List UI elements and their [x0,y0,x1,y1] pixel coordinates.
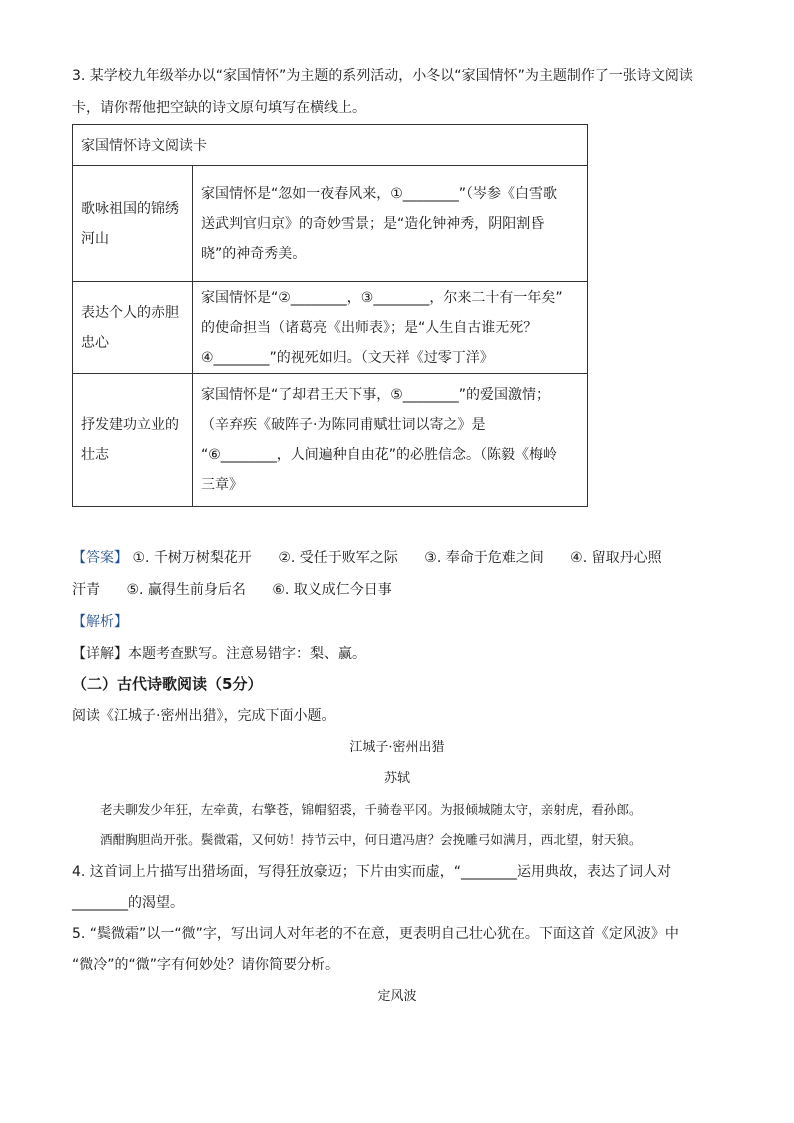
answer-item: ⑥. 取义成仁今日事 [272,582,392,598]
next-poem-title: 定风波 [377,989,417,1004]
analysis-detail: 【详解】本题考查默写。注意易错字：梨、赢。 [72,646,366,662]
poem-line-2: 酒酣胸胆尚开张。鬓微霜，又何妨！持节云中，何日遣冯唐？会挽雕弓如满月，西北望，射天狼。 [100,832,642,847]
reading-card-table [72,124,588,507]
poem-title: 江城子·密州出猎 [349,740,445,755]
answer-item: ①. 千树万树梨花开 [132,550,252,566]
question-5-text-line-1: 5. “鬓微霜”以一“微”字，写出词人对年老的不在意，更表明自己壮心犹在。下面这首《定风波》中 [72,926,679,942]
answer-item: ④. 留取丹心照 [570,550,662,566]
reading-card-header: 家国情怀诗文阅读卡 [73,125,588,166]
row-content: 家国情怀是“了却君王天下事，⑤________”的爱国激情； （辛弃疾《破阵子·为陈同甫赋壮词以寄之》是 “⑥________，人间遍种自由花”的必胜信念。（陈毅《梅岭 三章》 [193,374,588,507]
row-label: 歌咏祖国的锦绣 河山 [73,166,193,282]
question-5-text-line-2: “微冷”的“微”字有何妙处？请你简要分析。 [72,957,340,973]
table-row [73,282,588,374]
answer-line-1 [72,548,684,568]
answer-line-2 [72,580,414,600]
reading-instruction: 阅读《江城子·密州出猎》，完成下面小题。 [72,708,336,724]
section-heading: （二）古代诗歌阅读（5分） [72,675,263,693]
analysis-tag: 【解析】 [72,614,128,630]
poem-line-1: 老夫聊发少年狂，左牵黄，右擎苍，锦帽貂裘，千骑卷平冈。为报倾城随太守，亲射虎，看孙郎。 [100,802,642,817]
question-3-text-line-1: 3. 某学校九年级举办以“家国情怀”为主题的系列活动，小冬以“家国情怀”为主题制作了一张诗文阅读 [72,68,693,84]
row-label: 抒发建功立业的 壮志 [73,374,193,507]
answer-item: ③. 奉命于危难之间 [424,550,544,566]
table-row [73,166,588,282]
question-3-text-line-2: 卡，请你帮他把空缺的诗文原句填写在横线上。 [72,100,366,116]
answer-item: ②. 受任于败军之际 [278,550,398,566]
row-content: 家国情怀是“②________，③________，尔来二十有一年矣” 的使命担当（诸葛亮《出师表》；是“人生自古谁无死？ ④________”的视死如归。（文天祥《过零丁洋》 [193,282,588,374]
question-4-text-line-1: 4. 这首词上片描写出猎场面，写得狂放豪迈；下片由实而虚，“________运用典故，表达了词人对 [72,864,672,880]
answer-item: 汗青 [72,582,100,598]
answer-item: ⑤. 赢得生前身后名 [126,582,246,598]
table-row [73,374,588,507]
row-label: 表达个人的赤胆 忠心 [73,282,193,374]
question-4-text-line-2: ________的渴望。 [72,895,184,911]
poem-author: 苏轼 [383,771,410,786]
answer-tag: 【答案】 [72,550,128,566]
row-content: 家国情怀是“忽如一夜春风来，①________”（岑参《白雪歌 送武判官归京》的奇妙雪景；是“造化钟神秀，阴阳割昏 晓”的神奇秀美。 [193,166,588,282]
